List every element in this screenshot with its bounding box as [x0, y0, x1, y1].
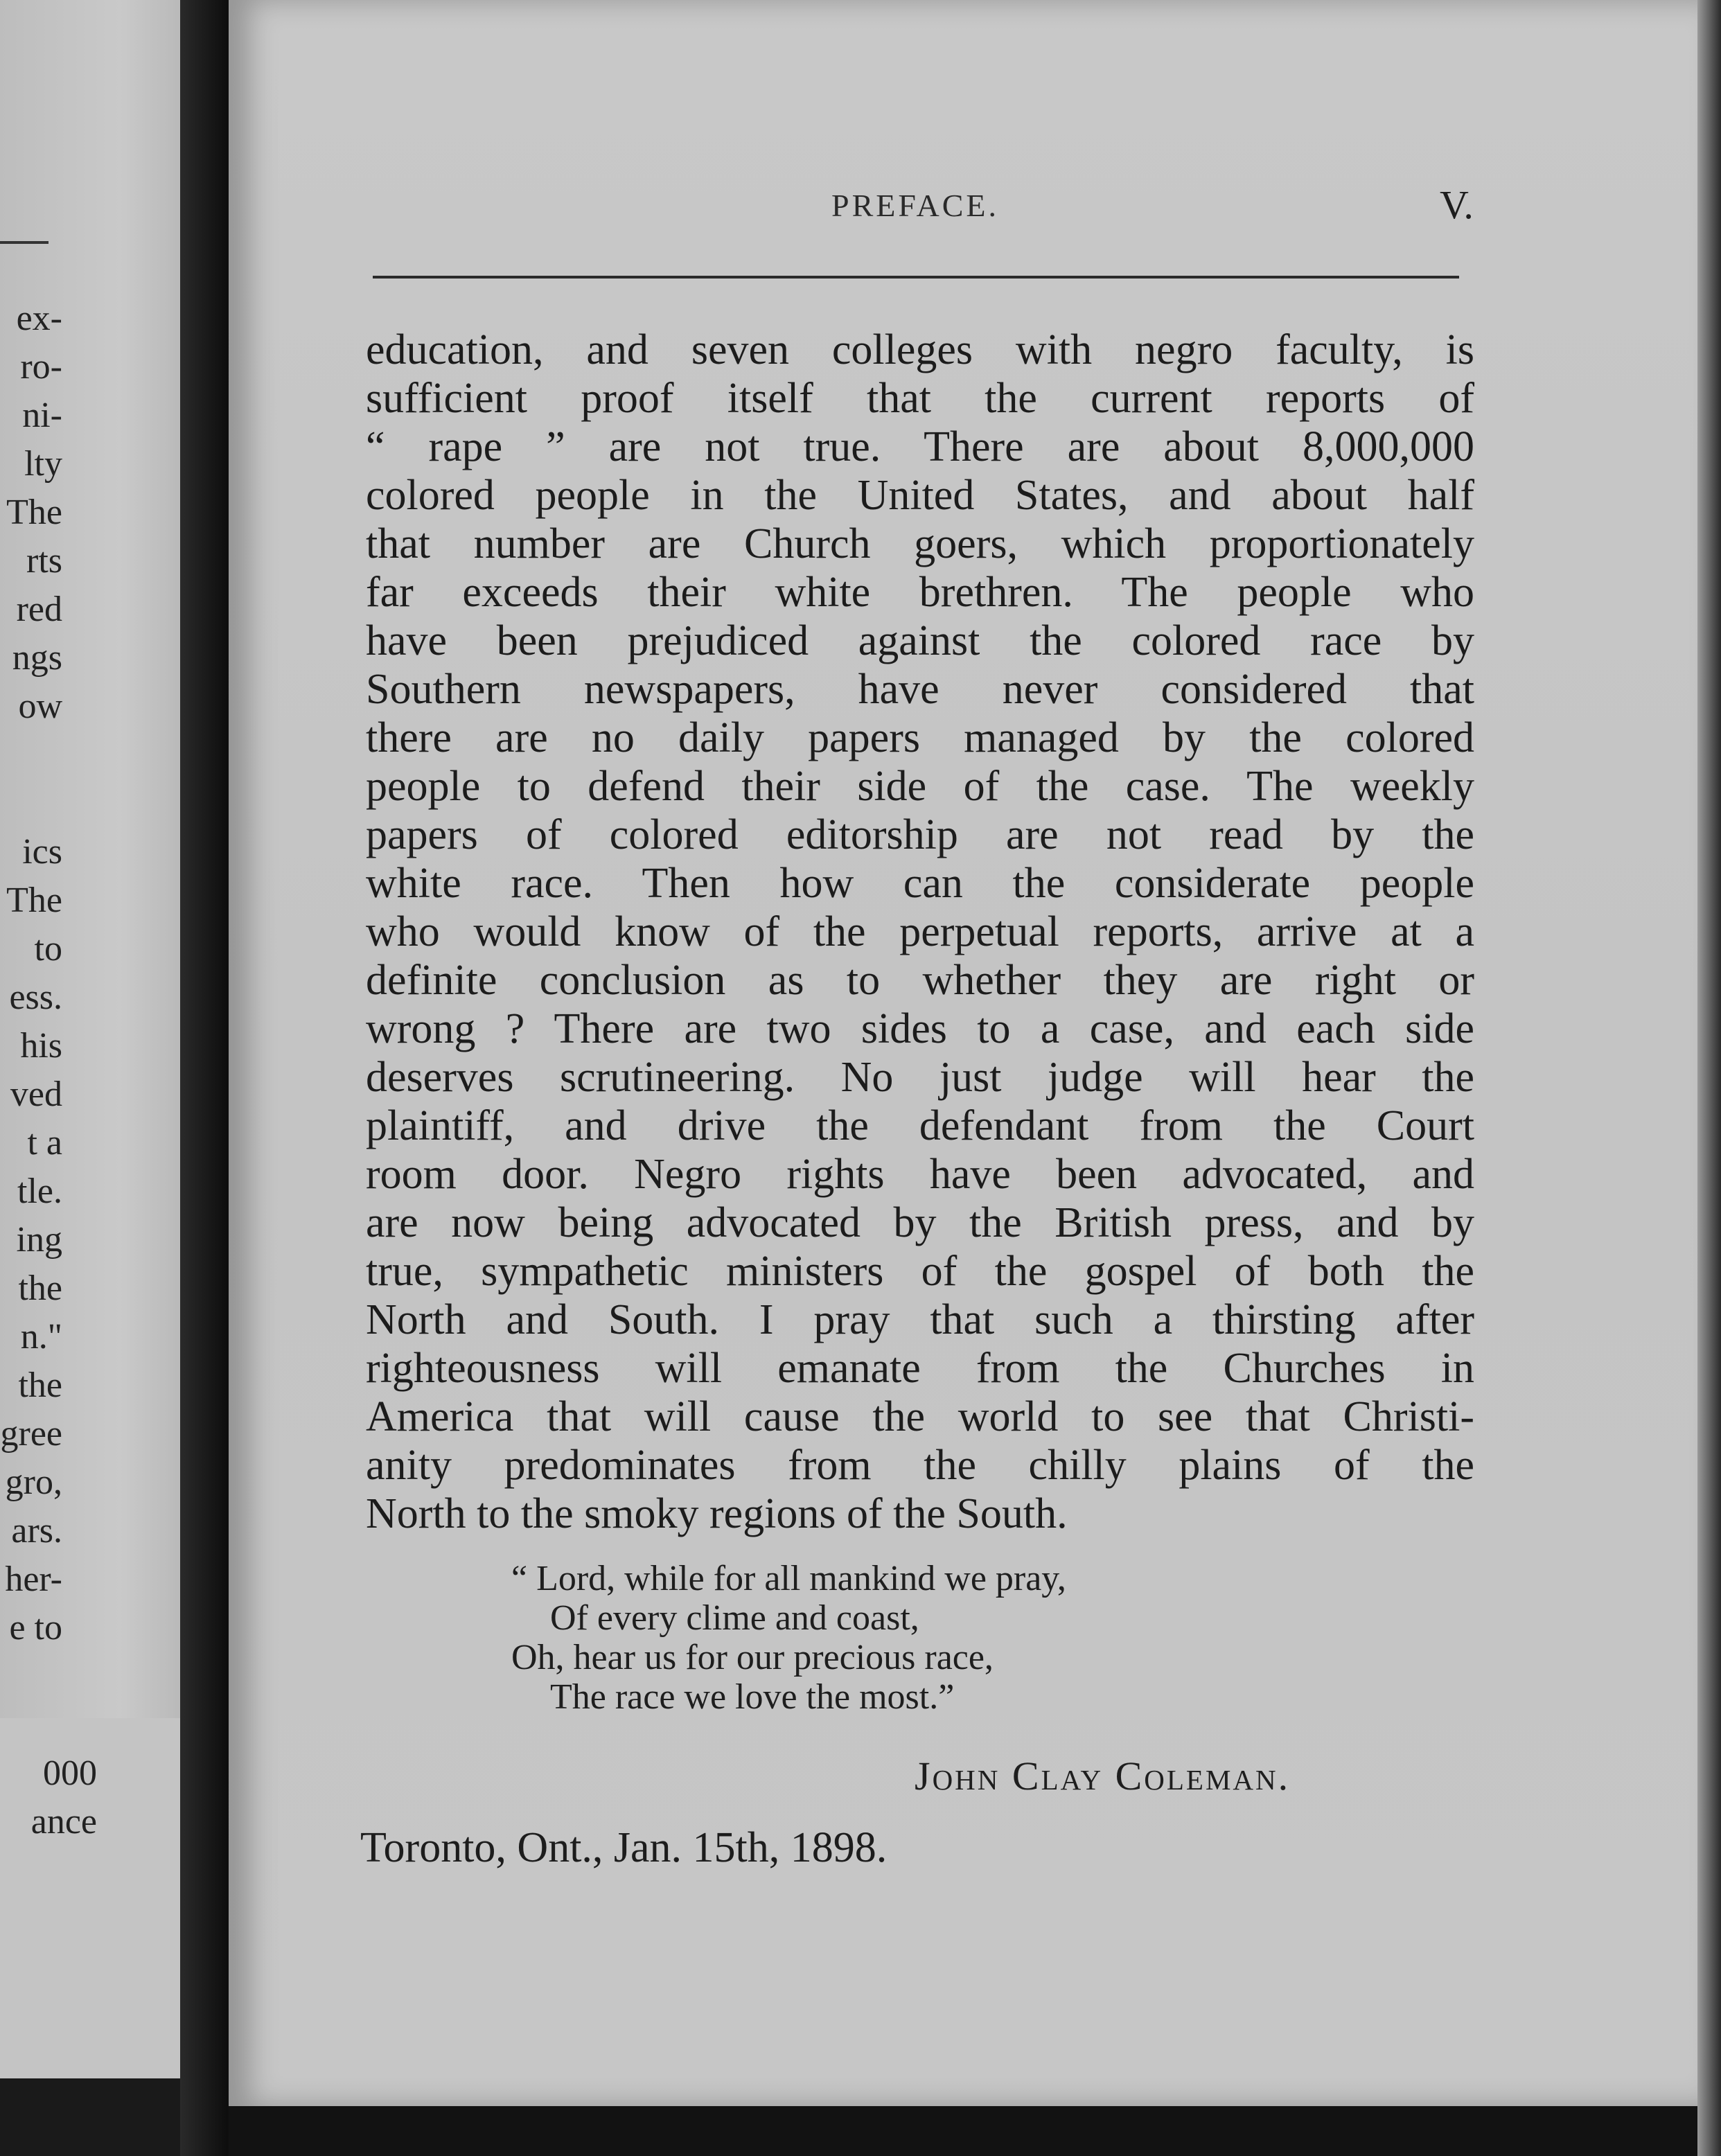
dateline: Toronto, Ont., Jan. 15th, 1898.: [360, 1824, 888, 1871]
body-line: colored people in the United States, and about half: [366, 472, 1474, 519]
right-page-edge: [1697, 0, 1721, 2156]
left-page-line: n.": [20, 1317, 62, 1357]
left-page-line: ars.: [11, 1511, 62, 1550]
body-line: are now being advocated by the British press, and by: [366, 1199, 1474, 1246]
left-page-line: ess.: [9, 978, 62, 1017]
left-page-line: The: [6, 881, 62, 920]
body-line: wrong ? There are two sides to a case, and each side: [366, 1005, 1474, 1052]
body-line: sufficient proof itself that the current reports of: [366, 375, 1474, 422]
left-page-line: e to: [9, 1608, 62, 1647]
left-page-line: ved: [10, 1075, 62, 1114]
left-page-line: ics: [22, 832, 62, 872]
body-line: North and South. I pray that such a thirsting after: [366, 1296, 1474, 1343]
left-page-line: ro-: [20, 347, 62, 387]
body-line: Southern newspapers, have never considered that: [366, 666, 1474, 713]
bottom-shadow: [229, 2106, 1721, 2156]
body-line: anity predominates from the chilly plains of the: [366, 1442, 1474, 1489]
left-page-line: lty: [24, 444, 62, 484]
header-rule: [373, 276, 1459, 279]
body-line: papers of colored editorship are not read by the: [366, 811, 1474, 858]
left-page-line: ex-: [16, 299, 62, 338]
page-number: V.: [1440, 182, 1474, 227]
left-page-line: the: [18, 1366, 62, 1405]
body-line: righteousness will emanate from the Churches in: [366, 1345, 1474, 1392]
body-line: there are no daily papers managed by the colored: [366, 714, 1474, 761]
left-page-line: ing: [16, 1220, 62, 1260]
left-page-line: red: [16, 590, 62, 629]
left-page-line: t a: [27, 1123, 62, 1163]
left-page-line: gro,: [5, 1463, 62, 1502]
body-line: plaintiff, and drive the defendant from the Court: [366, 1102, 1474, 1149]
body-line: people to defend their side of the case. The weekly: [366, 763, 1474, 810]
left-page-line: gree: [0, 1414, 62, 1453]
left-page-rule: [0, 241, 48, 244]
body-line: America that will cause the world to see that Christi-: [366, 1393, 1474, 1440]
left-page-line: 000: [43, 1753, 97, 1793]
left-page-line: ance: [30, 1802, 97, 1841]
left-page-line: rts: [26, 541, 62, 581]
body-line: that number are Church goers, which proportionately: [366, 520, 1474, 567]
body-line: far exceeds their white brethren. The people who: [366, 569, 1474, 616]
body-line: definite conclusion as to whether they are right or: [366, 957, 1474, 1004]
body-line: room door. Negro rights have been advocated, and: [366, 1151, 1474, 1198]
poem-line: “ Lord, while for all mankind we pray,: [511, 1559, 1066, 1598]
preface-page: [229, 0, 1697, 2106]
left-page-line: his: [20, 1026, 62, 1066]
left-page-line: ngs: [12, 638, 62, 678]
hymn-quotation: [511, 1559, 1273, 1717]
body-line: North to the smoky regions of the South.: [366, 1490, 1068, 1537]
left-page-line: ni-: [22, 396, 62, 435]
left-page-line: her-: [5, 1559, 62, 1599]
author-signature: John Clay Coleman.: [915, 1753, 1291, 1799]
running-head: PREFACE.: [831, 188, 1000, 223]
left-page-line: to: [34, 929, 62, 969]
body-line: education, and seven colleges with negro faculty, is: [366, 326, 1474, 373]
left-page-line: ow: [18, 687, 62, 726]
body-line: who would know of the perpetual reports, arrive at a: [366, 908, 1474, 955]
body-line: “ rape ” are not true. There are about 8,000,000: [366, 423, 1474, 470]
body-line: deserves scrutineering. No just judge will hear the: [366, 1054, 1474, 1101]
body-line: have been prejudiced against the colored race by: [366, 617, 1474, 664]
body-line: white race. Then how can the considerate people: [366, 860, 1474, 907]
preface-body: [366, 326, 1474, 1538]
left-page-line: The: [6, 493, 62, 532]
poem-line: Of every clime and coast,: [550, 1598, 919, 1638]
left-page-line: tle.: [17, 1172, 62, 1211]
body-line: true, sympathetic ministers of the gospel of both the: [366, 1248, 1474, 1295]
poem-line: Oh, hear us for our precious race,: [511, 1638, 994, 1677]
poem-line: The race we love the most.”: [550, 1677, 955, 1717]
left-page-line: the: [18, 1269, 62, 1308]
